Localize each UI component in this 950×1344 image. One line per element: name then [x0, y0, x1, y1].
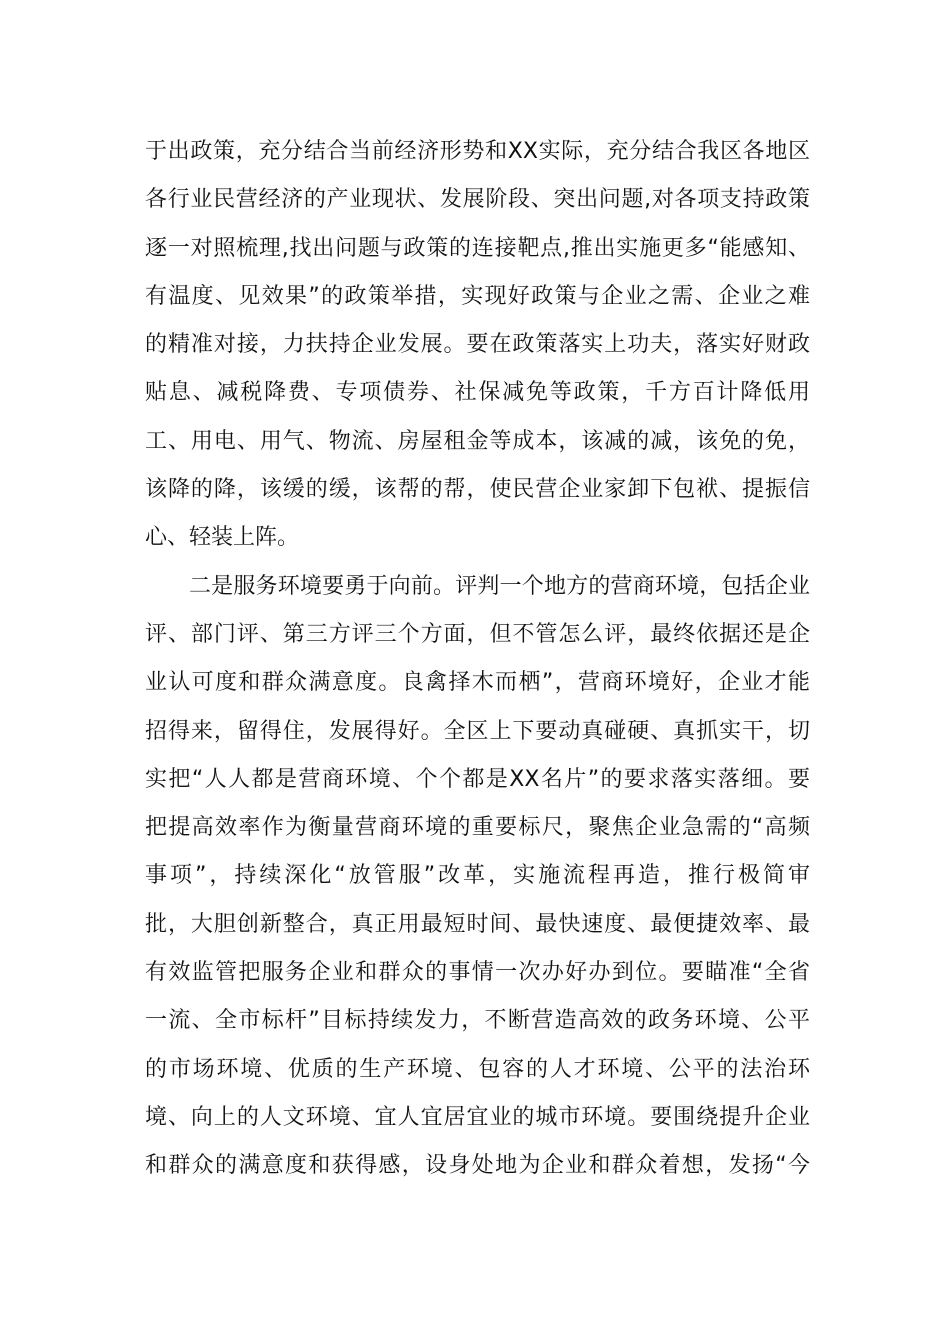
- text-line: 评、部门评、第三方评三个方面，但不管怎么评，最终依据还是企: [145, 621, 810, 647]
- text-line: 把提高效率作为衡量营商环境的重要标尺，聚焦企业急需的“高频: [145, 815, 810, 841]
- text-line: 招得来，留得住，发展得好。全区上下要动真碰硬、真抓实干，切: [145, 718, 810, 744]
- text-line: 有温度、见效果”的政策举措，实现好政策与企业之需、企业之难: [145, 283, 810, 309]
- text-line: 的精准对接，力扶持企业发展。要在政策落实上功夫，落实好财政: [145, 332, 810, 358]
- body-text: [145, 128, 810, 1191]
- text-line: 于出政策，充分结合当前经济形势和XX实际，充分结合我区各地区: [145, 139, 810, 164]
- text-line: 贴息、减税降费、专项债券、社保减免等政策，千方百计降低用: [145, 380, 810, 406]
- text-line: 有效监管把服务企业和群众的事情一次办好办到位。要瞄准“全省: [145, 960, 810, 986]
- text-line: 各行业民营经济的产业现状、发展阶段、突出问题,对各项支持政策: [145, 187, 810, 213]
- text-line: 境、向上的人文环境、宜人宜居宜业的城市环境。要围绕提升企业: [145, 1104, 810, 1130]
- text-line: 和群众的满意度和获得感，设身处地为企业和群众着想，发扬“今: [145, 1153, 810, 1179]
- text-line: 的市场环境、优质的生产环境、包容的人才环境、公平的法治环: [145, 1056, 810, 1082]
- text-line: 该降的降，该缓的缓，该帮的帮，使民营企业家卸下包袱、提振信: [145, 477, 810, 503]
- text-line: 业认可度和群众满意度。良禽择木而栖”，营商环境好，企业才能: [145, 670, 810, 696]
- text-line: 一流、全市标杆”目标持续发力，不断营造高效的政务环境、公平: [145, 1008, 810, 1034]
- text-line: 事项”，持续深化“放管服”改革，实施流程再造，推行极简审: [145, 863, 810, 889]
- paragraph-end-line: 心、轻装上阵。: [145, 525, 300, 551]
- text-line: 实把“人人都是营商环境、个个都是XX名片”的要求落实落细。要: [145, 766, 810, 792]
- text-line: 逐一对照梳理,找出问题与政策的连接靶点,推出实施更多“能感知、: [145, 235, 810, 261]
- text-line: 工、用电、用气、物流、房屋租金等成本，该减的减，该免的免，: [145, 428, 810, 454]
- paragraph-first-line: 二是服务环境要勇于向前。评判一个地方的营商环境，包括企业: [189, 573, 810, 599]
- text-line: 批，大胆创新整合，真正用最短时间、最快速度、最便捷效率、最: [145, 911, 810, 937]
